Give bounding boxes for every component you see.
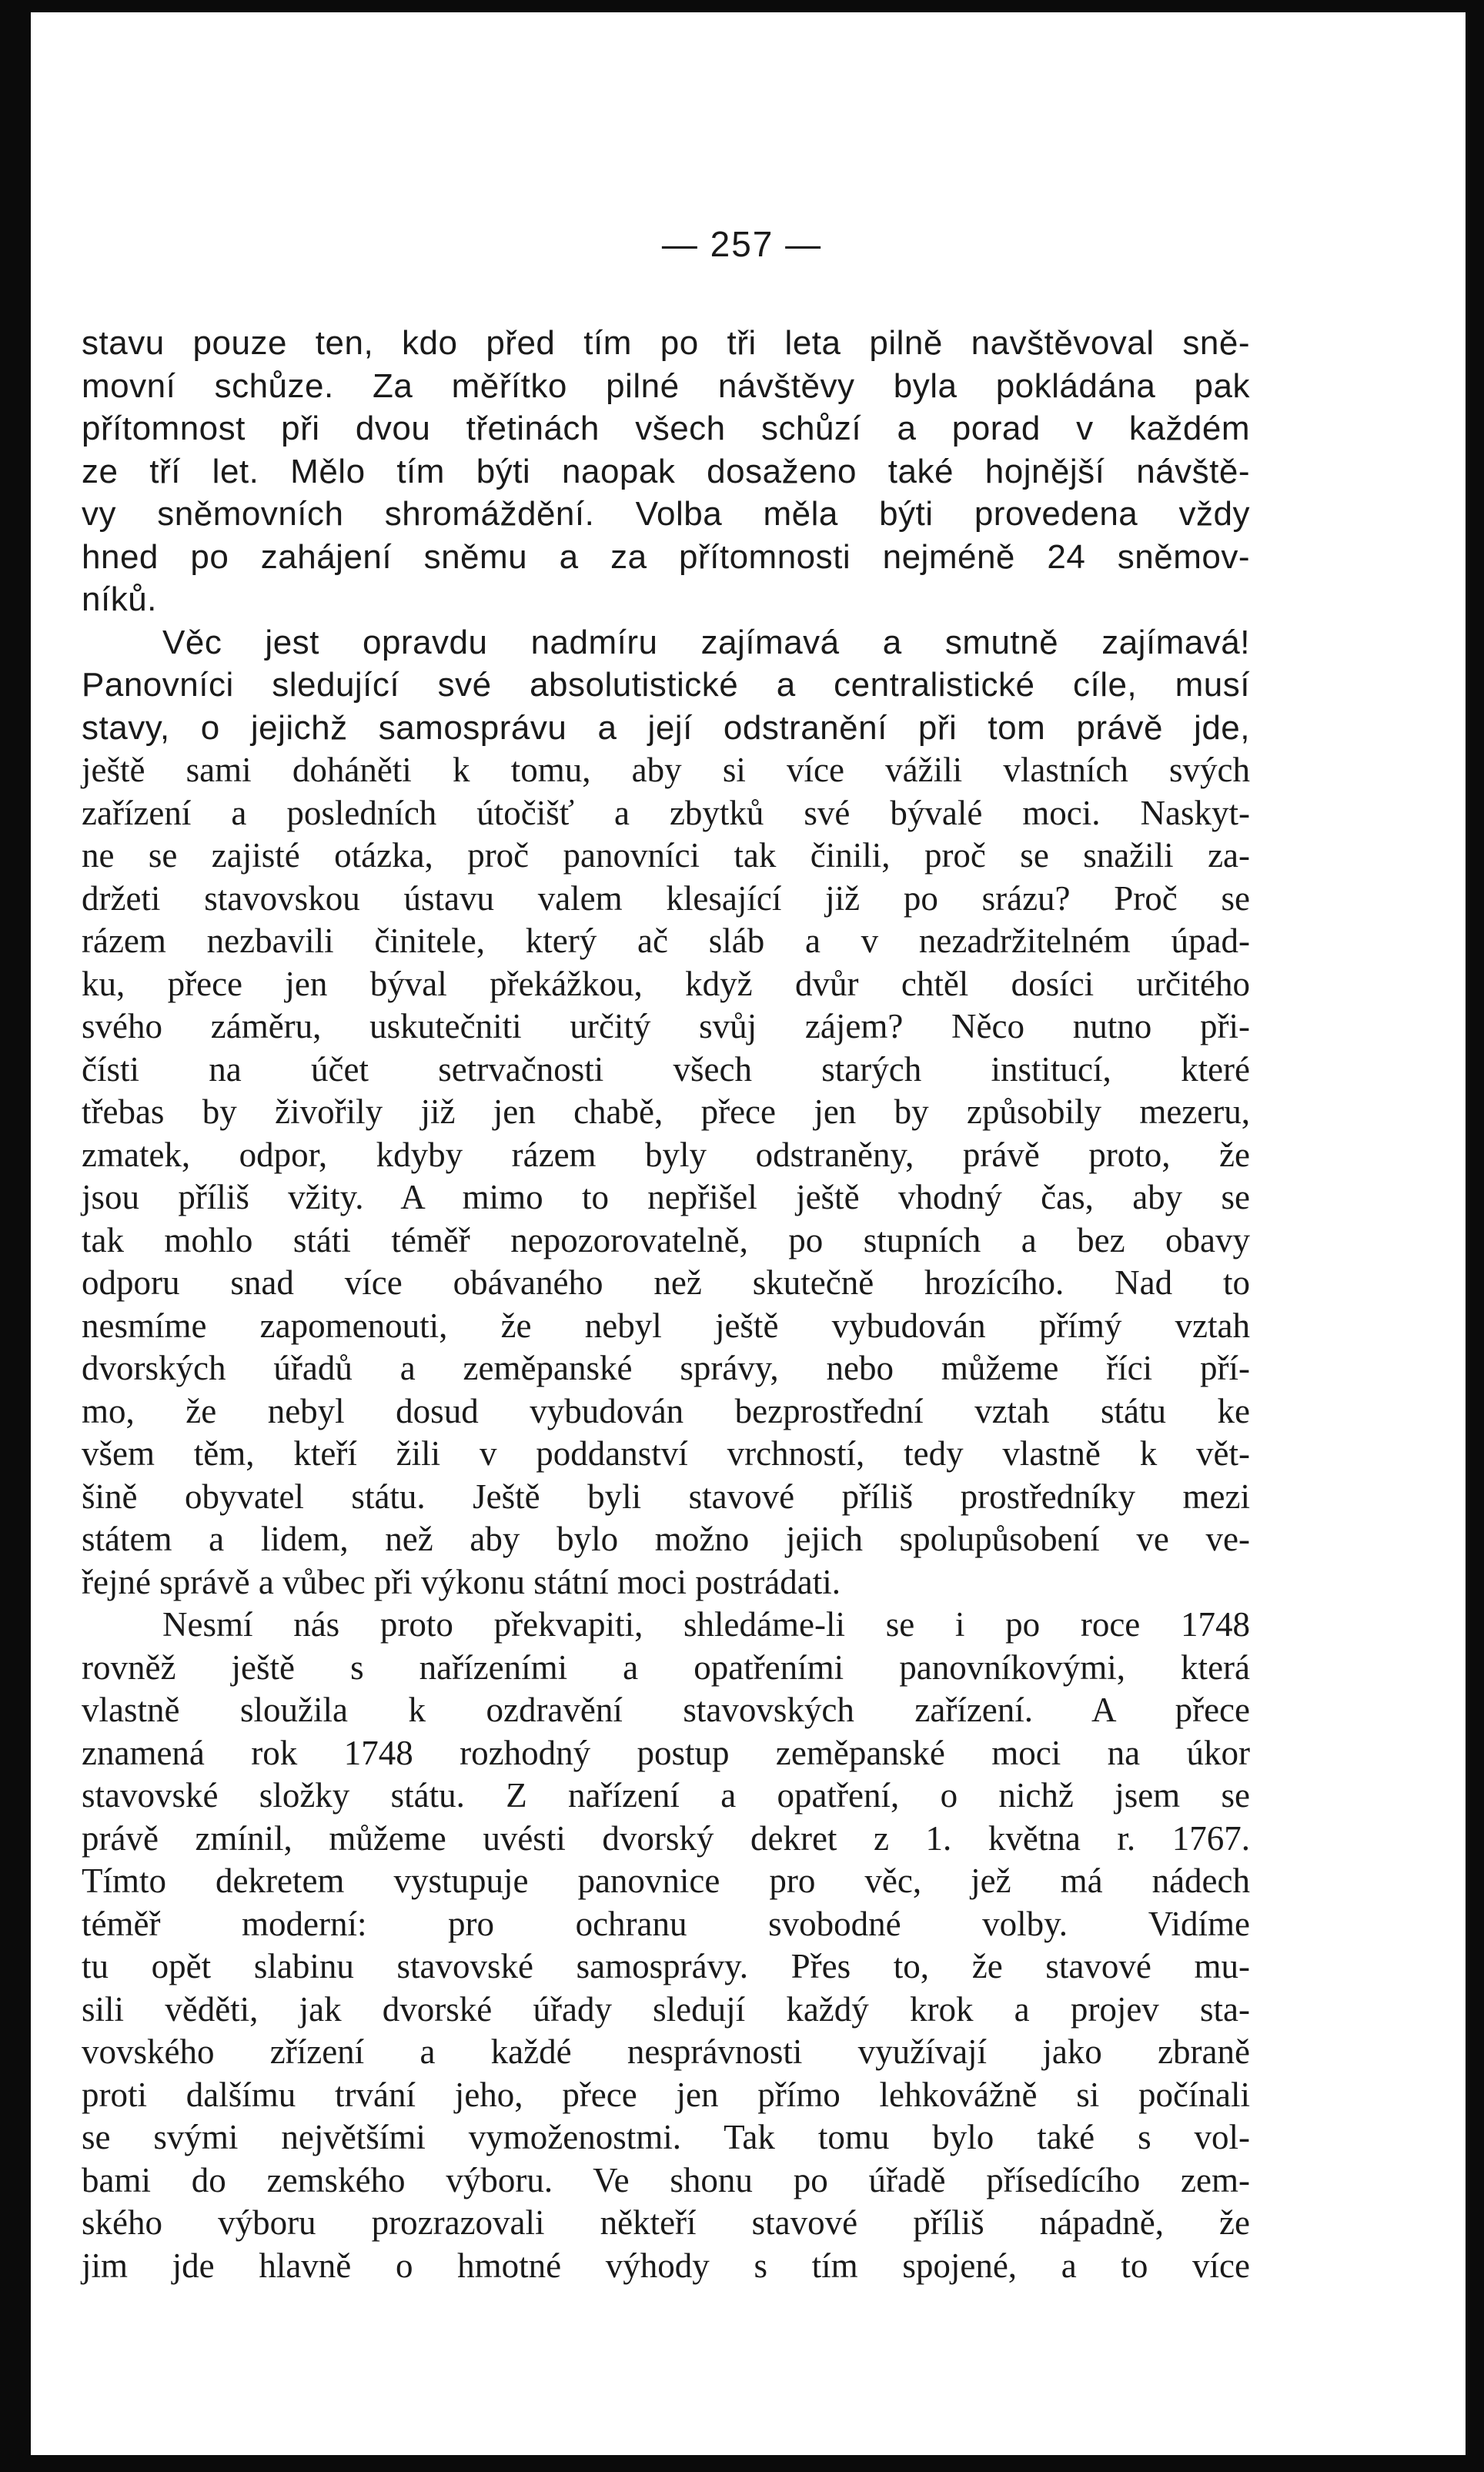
text-line: Panovníci sledující své absolutistické a centralistické cíle, musí (82, 666, 1250, 704)
text-line: dvorských úřadů a zeměpanské správy, nebo můžeme říci pří- (82, 1349, 1250, 1387)
text-line: sili věděti, jak dvorské úřady sledují každý krok a projev sta- (82, 1989, 1250, 2029)
text-line: ze tří let. Mělo tím býti naopak dosaženo také hojnější návště- (82, 452, 1250, 490)
text-line: Nesmí nás proto překvapiti, shledáme-li se i po roce 1748 (162, 1605, 1250, 1644)
text-line: zmatek, odpor, kdyby rázem byly odstraněny, právě proto, že (82, 1135, 1250, 1174)
text-line: ského výboru prozrazovali někteří stavové příliš nápadně, že (82, 2203, 1250, 2242)
scan-edge-bottom (0, 2455, 1484, 2472)
text-line: stavovské složky státu. Z nařízení a opatření, o nichž jsem se (82, 1776, 1250, 1815)
scan-edge-top (0, 0, 1484, 12)
text-line: jsou příliš vžity. A mimo to nepřišel ještě vhodný čas, aby se (82, 1178, 1250, 1216)
text-line: třebas by živořily již jen chabě, přece jen by způsobily mezeru, (82, 1092, 1250, 1131)
text-line: téměř moderní: pro ochranu svobodné volby. Vidíme (82, 1904, 1250, 1943)
text-line: se svými největšími vymoženostmi. Tak tomu bylo také s vol- (82, 2118, 1250, 2156)
text-line: mo, že nebyl dosud vybudován bezprostřední vztah státu ke (82, 1391, 1250, 1430)
text-line: nesmíme zapomenouti, že nebyl ještě vybudován přímý vztah (82, 1306, 1250, 1345)
text-line: odporu snad více obávaného než skutečně hrozícího. Nad to (82, 1263, 1250, 1302)
text-line: svého záměru, uskutečniti určitý svůj zájem? Něco nutno při- (82, 1007, 1250, 1045)
text-line: přítomnost při dvou třetinách všech schůzí a porad v každém (82, 410, 1250, 447)
text-line: vlastně sloužila k ozdravění stavovských zařízení. A přece (82, 1691, 1250, 1729)
text-line: movní schůze. Za měřítko pilné návštěvy byla pokládána pak (82, 366, 1250, 405)
text-line: vovského zřízení a každé nesprávnosti využívají jako zbraně (82, 2032, 1250, 2071)
text-line: zařízení a posledních útočišť a zbytků své bývalé moci. Naskyt- (82, 793, 1250, 832)
page-number: — 257 — (661, 224, 823, 264)
text-line: jim jde hlavně o hmotné výhody s tím spojené, a to více (82, 2246, 1250, 2285)
text-line: šině obyvatel státu. Ještě byli stavové příliš prostředníky mezi (82, 1477, 1250, 1516)
text-line: ku, přece jen býval překážkou, když dvůr chtěl dosíci určitého (82, 964, 1250, 1003)
text-line: níků. (82, 580, 157, 618)
text-line: vy sněmovních shromáždění. Volba měla býti provedena vždy (82, 495, 1250, 533)
text-line: Tímto dekretem vystupuje panovnice pro věc, jež má nádech (82, 1862, 1250, 1900)
text-line: čísti na účet setrvačnosti všech starých institucí, které (82, 1049, 1250, 1089)
text-line: bami do zemského výboru. Ve shonu po úřadě přísedícího zem- (82, 2160, 1250, 2199)
scan-edge-right (1466, 0, 1484, 2472)
scan-edge-left (0, 0, 31, 2472)
text-line: hned po zahájení sněmu a za přítomnosti nejméně 24 sněmov- (82, 537, 1250, 576)
text-line: stavy, o jejichž samosprávu a její odstranění při tom právě jde, (82, 708, 1250, 747)
text-line: rovněž ještě s nařízeními a opatřeními panovníkovými, která (82, 1647, 1250, 1687)
text-line: právě zmínil, můžeme uvésti dvorský dekret z 1. května r. 1767. (82, 1818, 1250, 1858)
text-line: znamená rok 1748 rozhodný postup zeměpanské moci na úkor (82, 1733, 1250, 1772)
text-line: všem těm, kteří žili v poddanství vrchností, tedy vlastně k vět- (82, 1434, 1250, 1473)
text-line: držeti stavovskou ústavu valem klesající již po srázu? Proč se (82, 878, 1250, 918)
text-line: ne se zajisté otázka, proč panovníci tak činili, proč se snažili za- (82, 836, 1250, 875)
text-line: tak mohlo státi téměř nepozorovatelně, po stupních a bez obavy (82, 1220, 1250, 1259)
body-text (82, 322, 1250, 2287)
text-line: proti dalšímu trvání jeho, přece jen přímo lehkovážně si počínali (82, 2075, 1250, 2114)
text-line: Věc jest opravdu nadmíru zajímavá a smutně zajímavá! (162, 623, 1250, 661)
text-line: státem a lidem, než aby bylo možno jejich spolupůsobení ve ve- (82, 1520, 1250, 1558)
text-line: ještě sami doháněti k tomu, aby si více vážili vlastních svých (82, 751, 1250, 789)
text-line: řejné správě a vůbec při výkonu státní moci postrádati. (82, 1562, 841, 1601)
text-line: rázem nezbavili činitele, který ač sláb a v nezadržitelném úpad- (82, 922, 1250, 960)
text-line: tu opět slabinu stavovské samosprávy. Přes to, že stavové mu- (82, 1947, 1250, 1985)
text-line: stavu pouze ten, kdo před tím po tři leta pilně navštěvoval sně- (82, 324, 1250, 362)
